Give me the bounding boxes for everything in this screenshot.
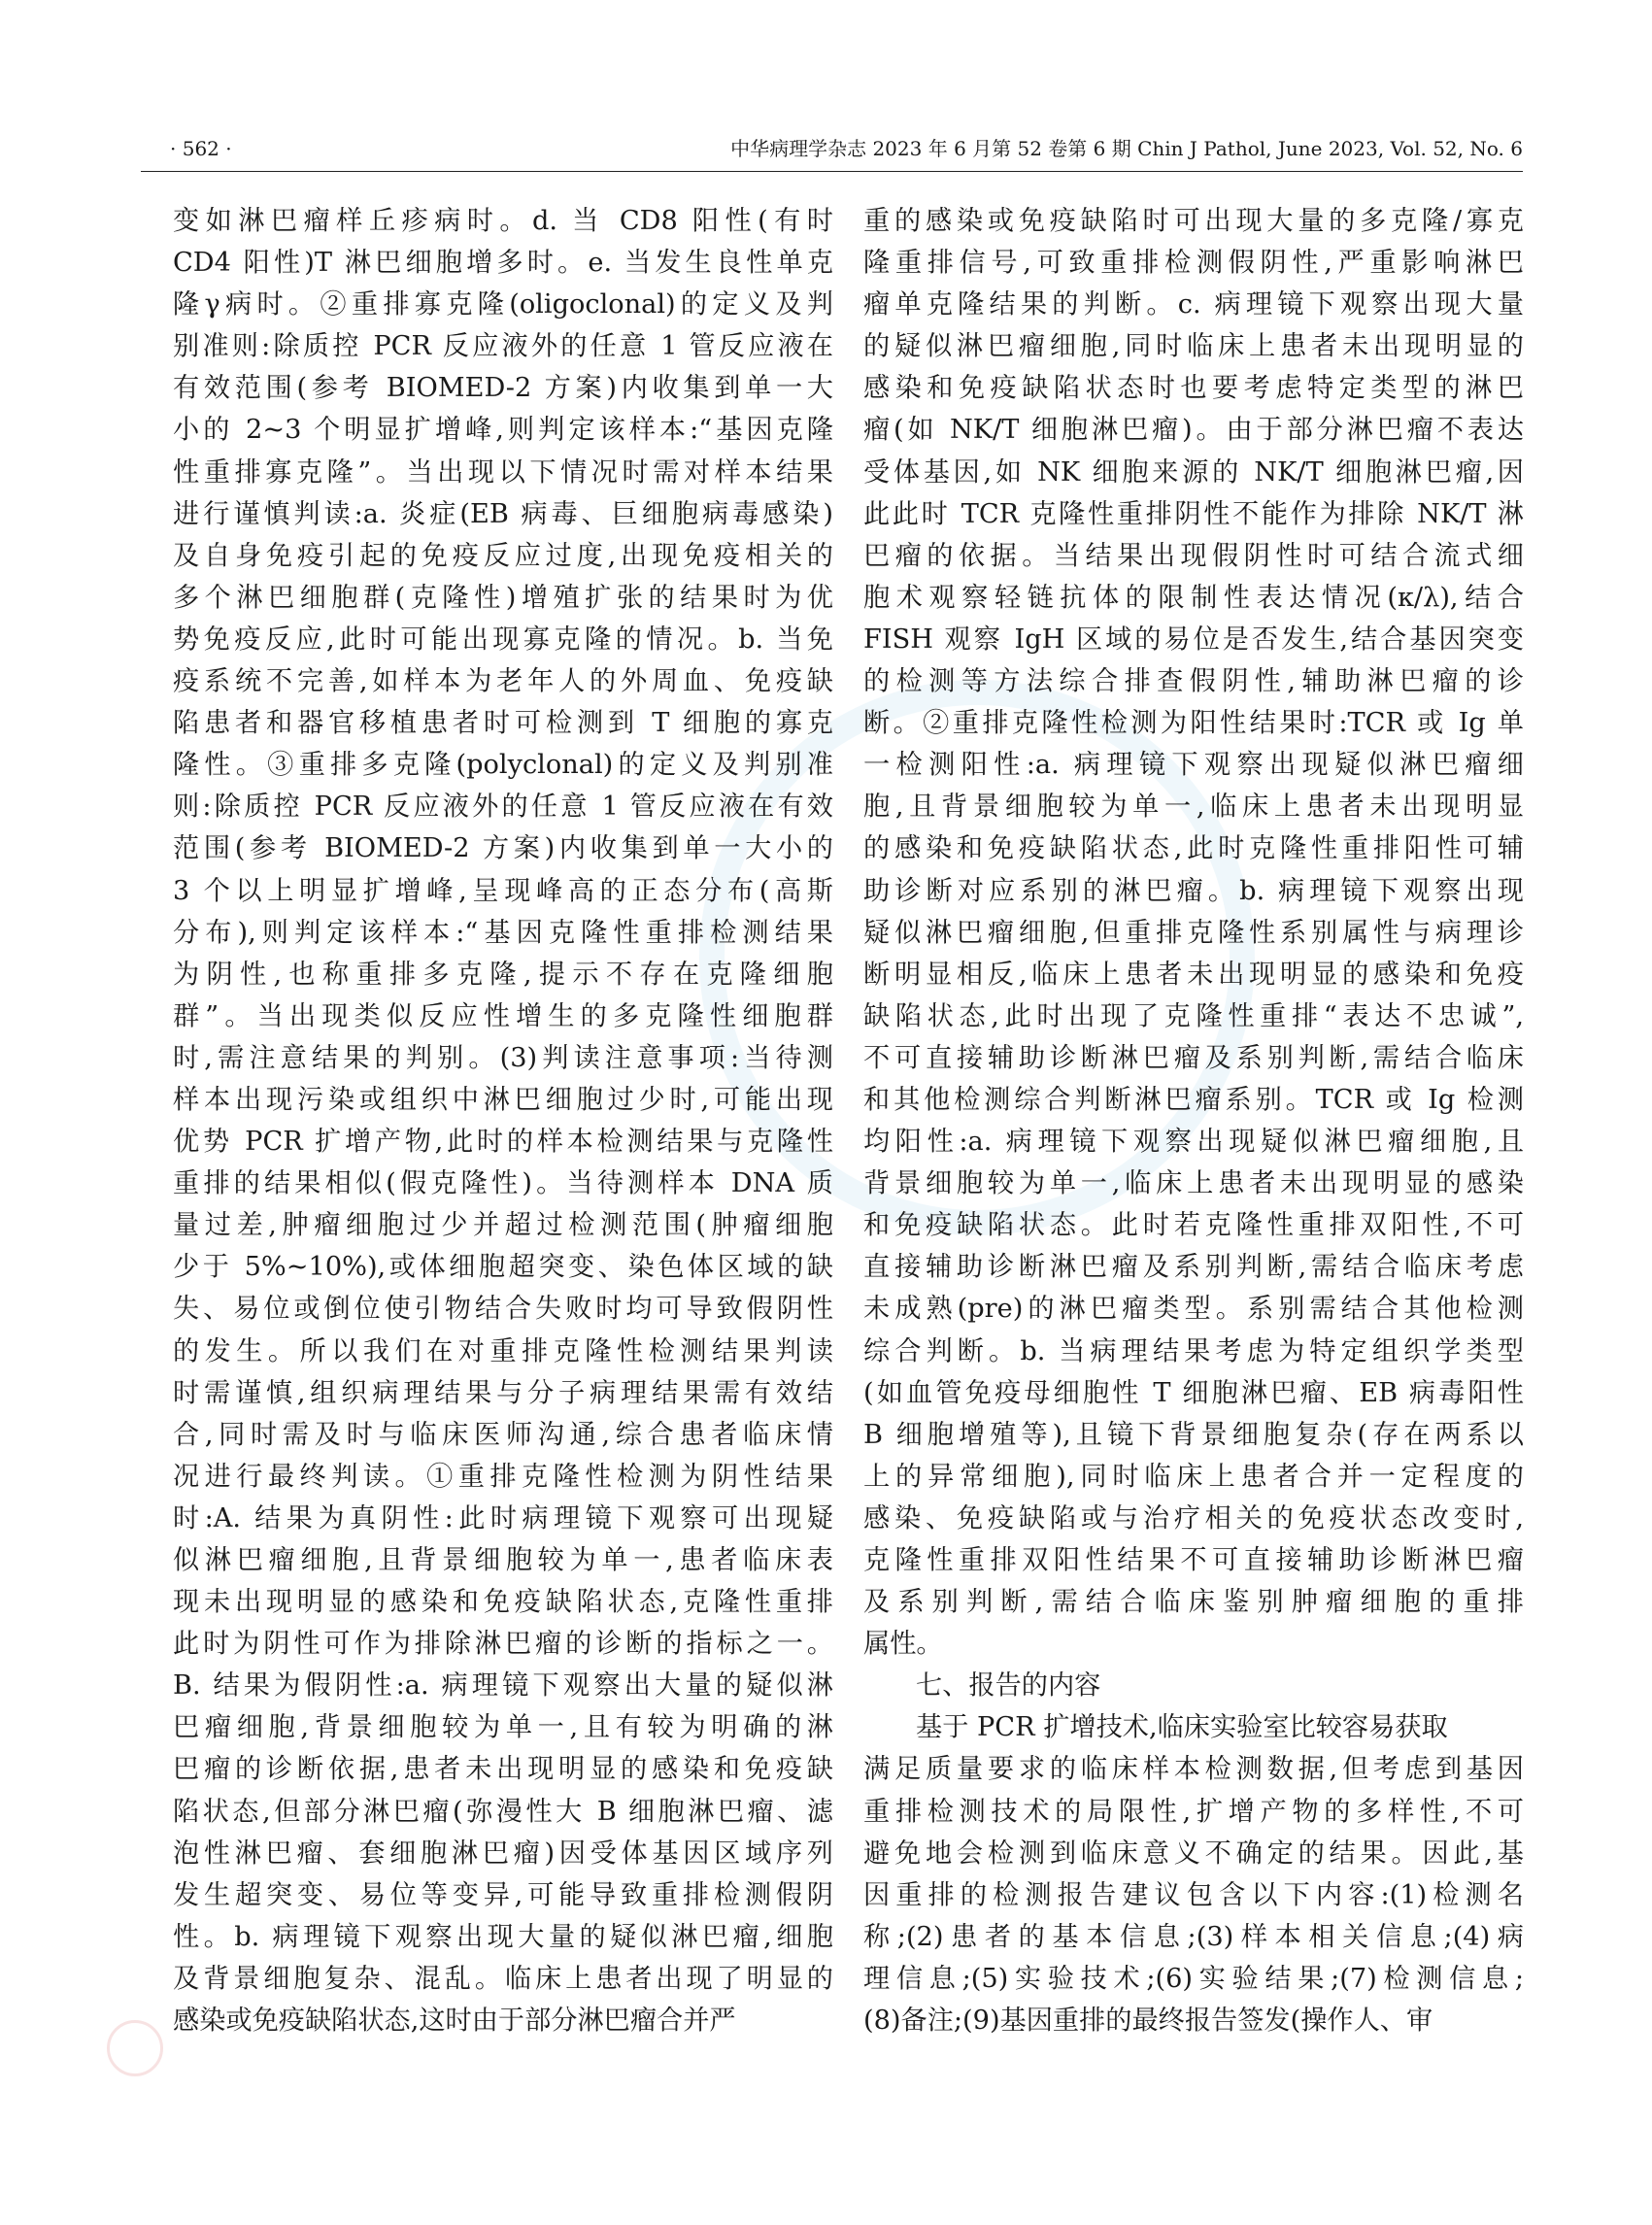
text-line: 巴瘤细胞,背景细胞较为单一,且有较为明确的淋 [173, 1712, 833, 1743]
text-line: 则:除质控 PCR 反应液外的任意 1 管反应液在有效 [173, 792, 833, 823]
text-line: 隆性。③重排多克隆(polyclonal)的定义及判别准 [173, 750, 833, 781]
text-line: 性。b. 病理镜下观察出现大量的疑似淋巴瘤,细胞 [173, 1921, 833, 1952]
text-line: 胞术观察轻链抗体的限制性表达情况(κ/λ),结合 [863, 582, 1524, 613]
running-header [141, 132, 1523, 172]
text-line: 直接辅助诊断淋巴瘤及系别判断,需结合临床考虑 [863, 1252, 1524, 1283]
text-line: 巴瘤的诊断依据,患者未出现明显的感染和免疫缺 [173, 1754, 833, 1785]
text-line: 不可直接辅助诊断淋巴瘤及系别判断,需结合临床 [863, 1042, 1524, 1073]
text-line: 背景细胞较为单一,临床上患者未出现明显的感染 [863, 1168, 1524, 1199]
text-line: 此时为阴性可作为排除淋巴瘤的诊断的指标之一。 [173, 1629, 833, 1660]
text-line: (8)备注;(9)基因重排的最终报告签发(操作人、审 [863, 2006, 1433, 2037]
text-line: 隆重排信号,可致重排检测假阴性,严重影响淋巴 [863, 248, 1524, 279]
text-line: (如血管免疫母细胞性 T 细胞淋巴瘤、EB 病毒阳性 [863, 1377, 1524, 1408]
text-line: 多个淋巴细胞群(克隆性)增殖扩张的结果时为优 [173, 582, 833, 613]
text-line: 时,需注意结果的判别。(3)判读注意事项:当待测 [173, 1042, 833, 1073]
text-line: 称;(2)患者的基本信息;(3)样本相关信息;(4)病 [863, 1921, 1524, 1952]
text-line: 分布),则判定该样本:“基因克隆性重排检测结果 [173, 917, 833, 948]
text-line: 未成熟(pre)的淋巴瘤类型。系别需结合其他检测 [863, 1294, 1524, 1325]
text-line: 避免地会检测到临床意义不确定的结果。因此,基 [863, 1837, 1524, 1869]
text-line: 基于 PCR 扩增技术,临床实验室比较容易获取 [916, 1712, 1448, 1743]
text-line: 的发生。所以我们在对重排克隆性检测结果判读 [173, 1335, 833, 1366]
text-line: 及背景细胞复杂、混乱。临床上患者出现了明显的 [173, 1963, 833, 1994]
text-line: 均阳性:a. 病理镜下观察出现疑似淋巴瘤细胞,且 [863, 1127, 1525, 1158]
text-line: FISH 观察 IgH 区域的易位是否发生,结合基因突变 [863, 624, 1524, 655]
text-line: 一检测阳性:a. 病理镜下观察出现疑似淋巴瘤细 [863, 750, 1524, 781]
text-line: 况进行最终判读。①重排克隆性检测为阴性结果 [173, 1461, 833, 1492]
text-line: 重的感染或免疫缺陷时可出现大量的多克隆/寡克 [863, 206, 1524, 236]
text-line: 时需谨慎,组织病理结果与分子病理结果需有效结 [173, 1377, 833, 1408]
text-line: B. 结果为假阴性:a. 病理镜下观察出大量的疑似淋 [173, 1670, 833, 1702]
text-line: 断。②重排克隆性检测为阳性结果时:TCR 或 Ig 单 [863, 708, 1524, 739]
publisher-watermark [107, 2020, 163, 2078]
text-line: 理信息;(5)实验技术;(6)实验结果;(7)检测信息; [863, 1963, 1524, 1994]
text-line: 综合判断。b. 当病理结果考虑为特定组织学类型 [863, 1335, 1524, 1366]
text-line: 助诊断对应系别的淋巴瘤。b. 病理镜下观察出现 [863, 875, 1524, 906]
text-line: 重排的结果相似(假克隆性)。当待测样本 DNA 质 [173, 1168, 833, 1199]
text-line: 时:A. 结果为真阴性:此时病理镜下观察可出现疑 [173, 1502, 833, 1534]
text-line: 瘤单克隆结果的判断。c. 病理镜下观察出现大量 [863, 289, 1524, 320]
text-line: 小的 2~3 个明显扩增峰,则判定该样本:“基因克隆 [173, 415, 833, 446]
text-line: 受体基因,如 NK 细胞来源的 NK/T 细胞淋巴瘤,因 [863, 456, 1524, 488]
text-line: 的检测等方法综合排查假阴性,辅助淋巴瘤的诊 [863, 666, 1524, 697]
text-line: 似淋巴瘤细胞,且背景细胞较为单一,患者临床表 [173, 1545, 833, 1575]
text-line: 克隆性重排双阳性结果不可直接辅助诊断淋巴瘤 [863, 1545, 1524, 1575]
text-line: 及系别判断,需结合临床鉴别肿瘤细胞的重排 [863, 1587, 1524, 1618]
text-line: 疫系统不完善,如样本为老年人的外周血、免疫缺 [173, 666, 833, 697]
text-line: 群”。当出现类似反应性增生的多克隆性细胞群 [173, 1000, 833, 1031]
text-line: 重排检测技术的局限性,扩增产物的多样性,不可 [863, 1796, 1524, 1827]
text-line: 变如淋巴瘤样丘疹病时。d. 当 CD8 阳性(有时 [173, 206, 833, 236]
text-line: 少于 5%~10%),或体细胞超突变、染色体区域的缺 [173, 1252, 833, 1283]
text-line: 和其他检测综合判断淋巴瘤系别。TCR 或 Ig 检测 [863, 1084, 1524, 1115]
text-line: B 细胞增殖等),且镜下背景细胞复杂(存在两系以 [863, 1419, 1524, 1450]
text-line: 隆γ病时。②重排寡克隆(oligoclonal)的定义及判 [173, 289, 833, 320]
text-line: 泡性淋巴瘤、套细胞淋巴瘤)因受体基因区域序列 [173, 1837, 833, 1869]
text-line: 此此时 TCR 克隆性重排阴性不能作为排除 NK/T 淋 [863, 498, 1524, 529]
text-line: 势免疫反应,此时可能出现寡克隆的情况。b. 当免 [173, 624, 833, 655]
text-line: 量过差,肿瘤细胞过少并超过检测范围(肿瘤细胞 [173, 1210, 833, 1241]
text-line: 样本出现污染或组织中淋巴细胞过少时,可能出现 [173, 1084, 833, 1115]
text-line: 感染或免疫缺陷状态,这时由于部分淋巴瘤合并严 [173, 2006, 736, 2037]
text-line: 陷患者和器官移植患者时可检测到 T 细胞的寡克 [173, 708, 833, 739]
text-line: 优势 PCR 扩增产物,此时的样本检测结果与克隆性 [173, 1127, 833, 1158]
text-line: 性重排寡克隆”。当出现以下情况时需对样本结果 [173, 456, 833, 488]
text-line: 为阴性,也称重排多克隆,提示不存在克隆细胞 [173, 959, 833, 990]
journal-citation: 中华病理学杂志 2023 年 6 月第 52 卷第 6 期 Chin J Pathol, June 2023, Vol. 52, No. 6 [730, 137, 1523, 160]
text-line: 3 个以上明显扩增峰,呈现峰高的正态分布(高斯 [173, 875, 833, 906]
text-line: 发生超突变、易位等变异,可能导致重排检测假阴 [173, 1879, 833, 1910]
right-column [863, 200, 1524, 2041]
text-line: 感染和免疫缺陷状态时也要考虑特定类型的淋巴 [863, 373, 1524, 404]
text-line: 及自身免疫引起的免疫反应过度,出现免疫相关的 [173, 540, 833, 571]
text-line: 有效范围(参考 BIOMED-2 方案)内收集到单一大 [173, 373, 833, 404]
text-line: CD4 阳性)T 淋巴细胞增多时。e. 当发生良性单克 [173, 248, 833, 279]
text-line: 失、易位或倒位使引物结合失败时均可导致假阴性 [173, 1294, 833, 1325]
text-line: 断明显相反,临床上患者未出现明显的感染和免疫 [863, 959, 1524, 990]
text-line: 属性。 [863, 1629, 943, 1660]
text-line: 的感染和免疫缺陷状态,此时克隆性重排阳性可辅 [863, 833, 1524, 864]
text-line: 别准则:除质控 PCR 反应液外的任意 1 管反应液在 [173, 331, 833, 362]
text-line: 和免疫缺陷状态。此时若克隆性重排双阳性,不可 [863, 1210, 1524, 1241]
text-line: 陷状态,但部分淋巴瘤(弥漫性大 B 细胞淋巴瘤、滤 [173, 1796, 833, 1827]
text-line: 缺陷状态,此时出现了克隆性重排“表达不忠诚”, [863, 1000, 1524, 1031]
page-number: · 562 · [170, 137, 232, 160]
text-line: 满足质量要求的临床样本检测数据,但考虑到基因 [863, 1754, 1524, 1785]
text-line: 上的异常细胞),同时临床上患者合并一定程度的 [863, 1461, 1524, 1492]
text-line: 合,同时需及时与临床医师沟通,综合患者临床情 [173, 1419, 833, 1450]
text-line: 因重排的检测报告建议包含以下内容:(1)检测名 [863, 1879, 1524, 1910]
text-line: 的疑似淋巴瘤细胞,同时临床上患者未出现明显的 [863, 331, 1524, 362]
section-heading: 七、报告的内容 [916, 1670, 1101, 1702]
text-line: 范围(参考 BIOMED-2 方案)内收集到单一大小的 [173, 833, 833, 864]
text-line: 现未出现明显的感染和免疫缺陷状态,克隆性重排 [173, 1587, 833, 1618]
text-line: 瘤(如 NK/T 细胞淋巴瘤)。由于部分淋巴瘤不表达 [863, 415, 1524, 446]
publisher-seal-icon [107, 2020, 163, 2076]
text-line: 疑似淋巴瘤细胞,但重排克隆性系别属性与病理诊 [863, 917, 1524, 948]
text-line: 进行谨慎判读:a. 炎症(EB 病毒、巨细胞病毒感染) [173, 498, 833, 529]
text-line: 巴瘤的依据。当结果出现假阴性时可结合流式细 [863, 540, 1524, 571]
left-column [173, 200, 833, 2041]
text-line: 感染、免疫缺陷或与治疗相关的免疫状态改变时, [863, 1502, 1524, 1534]
text-line: 胞,且背景细胞较为单一,临床上患者未出现明显 [863, 792, 1524, 823]
